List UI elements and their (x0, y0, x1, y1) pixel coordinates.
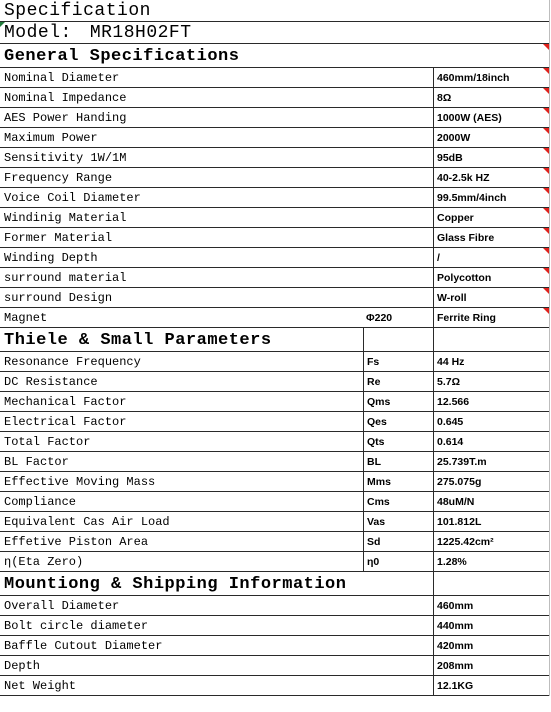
row-value: 460mm/18inch (437, 72, 510, 84)
row-label: Nominal Diameter (4, 71, 120, 85)
row-value: 99.5mm/4inch (437, 192, 507, 204)
table-row (0, 552, 549, 572)
row-label: Baffle Cutout Diameter (4, 639, 163, 653)
comment-marker-icon (543, 308, 549, 314)
row-label: Maximum Power (4, 131, 98, 145)
row-value: 44 Hz (437, 356, 465, 368)
row-value: 0.614 (437, 436, 464, 448)
row-value: 1225.42cm² (437, 536, 494, 548)
row-label: AES Power Handing (4, 111, 127, 125)
row-label: Net Weight (4, 679, 77, 693)
table-row (0, 68, 549, 88)
row-value: 12.1KG (437, 680, 474, 692)
row-value: 8Ω (437, 92, 452, 104)
row-symbol: Fs (367, 356, 380, 368)
table-row (0, 128, 549, 148)
row-symbol: BL (367, 456, 381, 468)
table-row (0, 108, 549, 128)
row-label: Former Material (4, 231, 113, 245)
comment-marker-icon (543, 248, 549, 254)
table-row (0, 88, 549, 108)
row-value: 440mm (437, 620, 474, 632)
row-label: Nominal Impedance (4, 91, 127, 105)
row-value: 2000W (437, 132, 471, 144)
comment-marker-icon (543, 188, 549, 194)
row-value: / (437, 252, 440, 264)
row-label: Winding Depth (4, 251, 98, 265)
row-symbol: Qms (367, 396, 391, 408)
row-label: Total Factor (4, 435, 91, 449)
table-row (0, 392, 549, 412)
row-value: 5.7Ω (437, 376, 461, 388)
general-rows (0, 68, 549, 328)
row-label: Bolt circle diameter (4, 619, 149, 633)
section-title: Thiele & Small Parameters (4, 331, 272, 350)
comment-marker-icon (543, 288, 549, 294)
table-row (0, 656, 549, 676)
comment-marker-icon (543, 108, 549, 114)
title-row (0, 0, 549, 22)
row-value: W-roll (437, 292, 467, 304)
table-row (0, 532, 549, 552)
section-heading-general (0, 44, 549, 68)
table-row (0, 188, 549, 208)
thiele-rows (0, 352, 549, 572)
section-heading-thiele (0, 328, 549, 352)
row-value: 420mm (437, 640, 474, 652)
model-row (0, 22, 549, 44)
row-label: Resonance Frequency (4, 355, 141, 369)
comment-marker-icon (543, 228, 549, 234)
row-label: Electrical Factor (4, 415, 127, 429)
row-label: Magnet (4, 311, 48, 325)
table-row (0, 452, 549, 472)
comment-marker-icon (543, 208, 549, 214)
row-value: 275.075g (437, 476, 482, 488)
row-label: Effective Moving Mass (4, 475, 156, 489)
row-value: 12.566 (437, 396, 470, 408)
row-label: Equivalent Cas Air Load (4, 515, 170, 529)
row-value: 0.645 (437, 416, 464, 428)
row-value: Copper (437, 212, 474, 224)
row-value: 101.812L (437, 516, 482, 528)
table-row (0, 168, 549, 188)
model-label: Model: (4, 23, 72, 43)
mounting-rows (0, 596, 549, 696)
row-label: DC Resistance (4, 375, 98, 389)
section-title: Mountiong & Shipping Information (4, 575, 347, 594)
row-label: Overall Diameter (4, 599, 120, 613)
table-row (0, 432, 549, 452)
row-symbol: Qts (367, 436, 385, 448)
row-label: surround Design (4, 291, 113, 305)
table-row (0, 676, 549, 696)
row-label: BL Factor (4, 455, 69, 469)
row-label: η(Eta Zero) (4, 555, 84, 569)
table-row (0, 248, 549, 268)
row-label: Sensitivity 1W/1M (4, 151, 127, 165)
table-row (0, 148, 549, 168)
row-value: 25.739T.m (437, 456, 487, 468)
row-value: 48uM/N (437, 496, 475, 508)
table-row (0, 596, 549, 616)
table-row (0, 512, 549, 532)
table-row (0, 636, 549, 656)
row-label: Mechanical Factor (4, 395, 127, 409)
row-label: Effetive Piston Area (4, 535, 149, 549)
row-value: 208mm (437, 660, 474, 672)
row-label: surround material (4, 271, 127, 285)
table-row (0, 208, 549, 228)
row-value: Polycotton (437, 272, 492, 284)
table-row (0, 472, 549, 492)
row-value: Glass Fibre (437, 232, 495, 244)
row-label: Windinig Material (4, 211, 127, 225)
table-row (0, 492, 549, 512)
table-row (0, 288, 549, 308)
comment-marker-icon (543, 268, 549, 274)
model-value: MR18H02FT (89, 23, 192, 43)
row-symbol: Re (367, 376, 381, 388)
section-heading-mounting (0, 572, 549, 596)
table-row (0, 228, 549, 248)
row-value: 460mm (437, 600, 474, 612)
table-row (0, 372, 549, 392)
row-symbol: Φ220 (366, 312, 393, 324)
row-value: Ferrite Ring (437, 312, 496, 324)
row-value: 1000W (AES) (437, 112, 502, 124)
row-label: Depth (4, 659, 41, 673)
comment-marker-icon (543, 68, 549, 74)
row-symbol: Mms (367, 476, 391, 488)
table-row (0, 412, 549, 432)
comment-marker-icon (543, 168, 549, 174)
comment-marker-icon (543, 44, 549, 50)
sheet-title: Specification (4, 1, 151, 21)
row-label: Voice Coil Diameter (4, 191, 141, 205)
section-title: General Specifications (4, 47, 240, 66)
row-label: Frequency Range (4, 171, 113, 185)
table-row (0, 268, 549, 288)
row-label: Compliance (4, 495, 77, 509)
row-symbol: Sd (367, 536, 381, 548)
comment-marker-icon (543, 148, 549, 154)
comment-marker-icon (543, 128, 549, 134)
row-value: 95dB (437, 152, 463, 164)
table-row (0, 352, 549, 372)
row-value: 40-2.5k HZ (437, 172, 490, 184)
row-value: 1.28% (437, 556, 467, 568)
cell-marker-icon (0, 22, 5, 27)
table-row (0, 616, 549, 636)
table-row (0, 308, 549, 328)
row-symbol: Qes (367, 416, 387, 428)
row-symbol: η0 (367, 556, 380, 568)
row-symbol: Vas (367, 516, 386, 528)
comment-marker-icon (543, 88, 549, 94)
row-symbol: Cms (367, 496, 390, 508)
